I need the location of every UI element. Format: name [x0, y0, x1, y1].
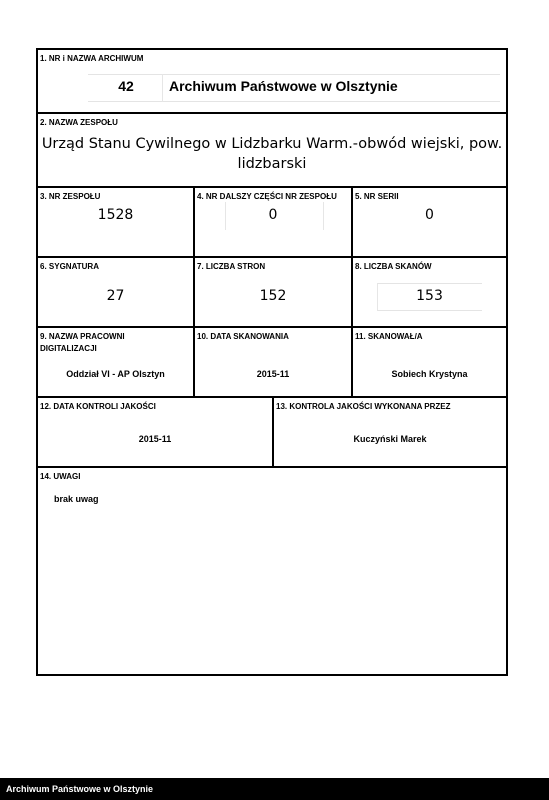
scan-date-value: 2015-11: [256, 369, 290, 379]
signature-label: 6. SYGNATURA: [40, 262, 99, 271]
fonds-part-label: 4. NR DALSZY CZĘŚCI NR ZESPOŁU: [197, 192, 337, 201]
scan-count-label: 8. LICZBA SKANÓW: [355, 262, 432, 271]
fonds-number-label: 3. NR ZESPOŁU: [40, 192, 101, 201]
fonds-number-cell: [38, 188, 193, 256]
scan-date-cell: [195, 328, 351, 396]
footer-bar: [0, 778, 549, 800]
series-number-label: 5. NR SERII: [355, 192, 399, 201]
qc-by-cell: [274, 398, 506, 466]
remarks-cell: [38, 468, 506, 674]
qc-date-cell: [38, 398, 272, 466]
fonds-name-line1: Urząd Stanu Cywilnego w Lidzbarku Warm.-obwód wiejski, pow.: [41, 136, 503, 152]
lab-name-label-line1: 9. NAZWA PRACOWNI: [40, 332, 125, 341]
remarks-label: 14. UWAGI: [40, 472, 81, 481]
qc-by-label: 13. KONTROLA JAKOŚCI WYKONANA PRZEZ: [276, 402, 451, 411]
scanned-by-value: Sobiech Krystyna: [391, 369, 468, 379]
fonds-name-line2: lidzbarski: [237, 156, 307, 172]
remarks-value: brak uwag: [54, 494, 99, 504]
signature-value: 27: [106, 288, 125, 304]
fonds-number-value: 1528: [97, 207, 134, 223]
qc-date-value: 2015-11: [138, 434, 172, 444]
fonds-name-label: 2. NAZWA ZESPOŁU: [40, 118, 118, 127]
archive-label: 1. NR i NAZWA ARCHIWUM: [40, 54, 144, 63]
fonds-name-cell: [38, 114, 506, 186]
scan-count-cell: [353, 258, 506, 326]
scan-date-label: 10. DATA SKANOWANIA: [197, 332, 289, 341]
scan-count-value: 153: [416, 288, 443, 304]
series-number-value: 0: [425, 207, 434, 223]
archive-cell: [38, 50, 506, 112]
archive-number: 42: [118, 78, 134, 94]
footer-text: Archiwum Państwowe w Olsztynie: [6, 784, 154, 794]
archive-input-divider: [162, 74, 163, 102]
page-count-cell: [195, 258, 351, 326]
qc-by-value: Kuczyński Marek: [353, 434, 427, 444]
scanned-by-label: 11. SKANOWAŁ/A: [355, 332, 423, 341]
archive-name: Archiwum Państwowe w Olsztynie: [169, 78, 398, 94]
lab-name-value: Oddział VI - AP Olsztyn: [66, 369, 165, 379]
page-count-value: 152: [259, 288, 287, 304]
metadata-form: [36, 48, 508, 676]
fonds-part-cell: [195, 188, 351, 256]
signature-cell: [38, 258, 193, 326]
lab-name-cell: [38, 328, 193, 396]
qc-date-label: 12. DATA KONTROLI JAKOŚCI: [40, 402, 156, 411]
fonds-part-value: 0: [268, 207, 278, 223]
lab-name-label-line2: DIGITALIZACJI: [40, 344, 97, 353]
series-number-cell: [353, 188, 506, 256]
page-count-label: 7. LICZBA STRON: [197, 262, 266, 271]
scanned-by-cell: [353, 328, 506, 396]
